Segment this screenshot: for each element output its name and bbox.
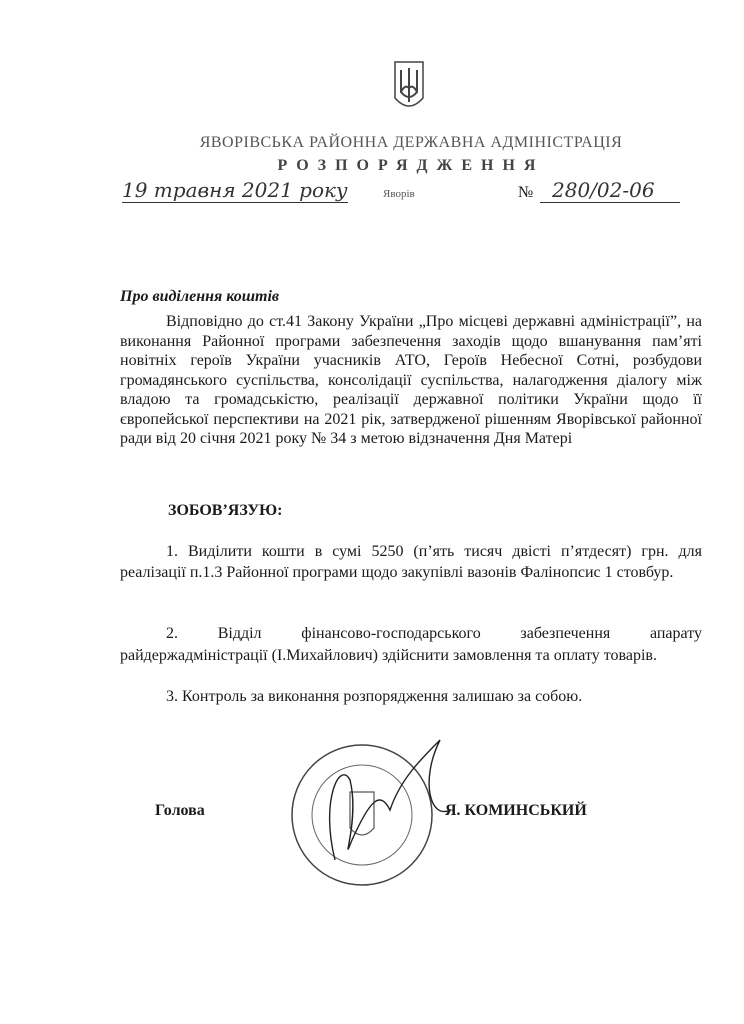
official-stamp <box>280 720 460 890</box>
number-label: № <box>518 184 534 201</box>
date-handwritten: 19 травня 2021 року <box>122 178 348 202</box>
signer-position: Голова <box>155 802 205 819</box>
trident-icon <box>393 58 425 116</box>
directive: ЗОБОВ’ЯЗУЮ: <box>168 502 283 519</box>
item-1: 1. Виділити кошти в сумі 5250 (п’ять тисяч двісті п’ятдесят) грн. для реалізації п.1.3 Районної програми щодо закупівлі вазонів Фалінопсис 1 стовбур. <box>120 543 702 581</box>
preamble: Відповідно до ст.41 Закону України „Про місцеві державні адміністрації”, на виконання Районної програми забезпечення заходів щодо вшанування пам’яті новітніх героїв України учасників АТО, Героїв Небесної Сотні, розбудови громадянського суспільства, консолідації суспільства, налагодження діалогу між владою та громадськістю, реалізації державної політики України щодо її європейської перспективи на 2021 рік, затвердженої рішенням Яворівської районної ради від 20 січня 2021 року № 34 з метою відзначення Дня Матері <box>120 313 702 447</box>
item-3: 3. Контроль за виконання розпорядження залишаю за собою. <box>166 688 583 705</box>
number-handwritten: 280/02-06 <box>540 178 680 203</box>
document-type: РОЗПОРЯДЖЕННЯ <box>277 157 545 174</box>
document-title: Про виділення коштів <box>120 288 280 305</box>
item-2: 2. Відділ фінансово-господарського забезпечення апарату райдержадміністрації (І.Михайлович) здійснити замовлення та оплату товарів. <box>120 625 702 664</box>
organization-name: ЯВОРІВСЬКА РАЙОННА ДЕРЖАВНА АДМІНІСТРАЦІЯ <box>199 134 623 151</box>
signer-name: Я. КОМИНСЬКИЙ <box>445 802 587 819</box>
place: Яворів <box>383 188 415 200</box>
